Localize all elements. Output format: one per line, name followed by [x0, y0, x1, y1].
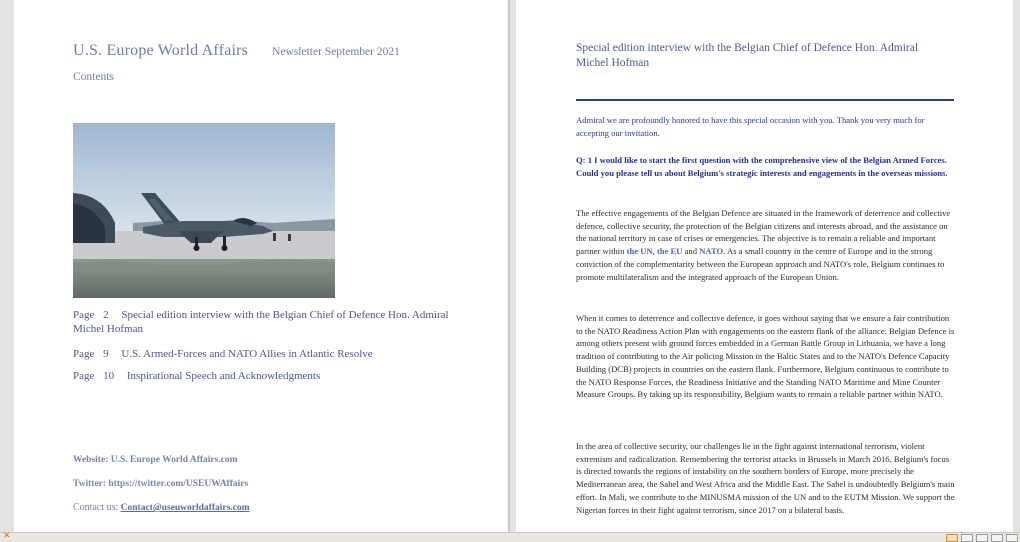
toc-entry-3[interactable]	[73, 369, 463, 383]
toc-page-word: Page	[73, 370, 95, 382]
question-1: Q: 1 I would like to start the first question with the comprehensive view of the Belgian Armed Forces. Could you please tell us about Belgium's strategic interests and engagements in the overseas missions.	[576, 155, 948, 178]
answer-paragraph-3: In the area of collective security, our challenges lie in the fight against international terrorism, violent extremism and radicalization. Remembering the terrorist attacks in Brussels in March 2016, Belgium's focus is directed towards the regions of instability on the southern borders of Europe, more precisely the Mediterranean area, the Sahel and West Africa and the Middle East. The Sahel is undoubtedly Belgium's main effort. In Mali, we contribute to the MINUSMA mission of the UN and to the EUTM Mission. We support the Nigerian forces in their fight against terrorism, since 2017 on a bilateral basis.	[576, 441, 955, 515]
masthead	[73, 42, 400, 60]
close-icon[interactable]: ✕	[3, 531, 11, 541]
toc-page-number: 2	[103, 309, 109, 321]
contact-line	[73, 502, 250, 513]
page-gutter	[508, 0, 510, 532]
toc-page-number: 10	[103, 370, 115, 382]
highlight-eu: the EU	[656, 246, 683, 257]
toc-title: Inspirational Speech and Acknowledgments	[126, 370, 321, 382]
answer-paragraph-1	[576, 207, 956, 283]
contact-label: Contact us:	[73, 502, 119, 513]
highlight-nato: NATO	[699, 246, 724, 257]
answer-text: The effective engagements of the Belgian Defence are situated in the framework of deterrence and collective defence, collective security, the protection of the Belgian citizens and interests abroad, and the assistance on the national territory in case of crises or emergencies. The objective is to remain a reliable and important partner within	[576, 208, 951, 257]
toc-title: Special edition interview with the Belgian Chief of Defence Hon. Admiral Michel Hofman	[73, 309, 449, 335]
title-rule	[576, 99, 954, 101]
toc-entry-2[interactable]	[73, 347, 463, 361]
toc-page-word: Page	[73, 309, 95, 321]
toc-title: U.S. Armed-Forces and NATO Allies in Atlantic Resolve	[121, 348, 373, 360]
highlight-un: the UN	[626, 246, 653, 257]
masthead-subtitle: Newsletter September 2021	[272, 46, 400, 58]
answer-text: . As a small country in the centre of Europe and in the strong conviction of the complementarity between the European approach and NATO's role, Belgium continues to promote multilateralism and the integrated approach of the European Union.	[576, 246, 945, 282]
contact-email-link[interactable]: Contact@useuworldaffairs.com	[120, 503, 250, 513]
right-page	[516, 0, 1013, 532]
contents-heading: Contents	[73, 71, 114, 83]
answer-paragraph-2: When it comes to deterrence and collective defence, it goes without saying that we ensure a fair contribution to the NATO Readiness Action Plan with engagements on the eastern flank of the alliance. Belgian Defence is among others present with ground forces embedded in a German Battle Group in Lithuania, we have a long tradition of contributing to the Air policing Mission in the Baltic States and to the NATO's Defence Capacity Building (DCB) projects in countries on the eastern flank. Furthermore, Belgium continuous to contribute to the NATO Response Forces, the Readiness Initiative and the Standing NATO Maritime and Mine Counter Measure Groups. By taking up its responsibility, Belgium wants to remain a reliable partner within NATO.	[576, 313, 955, 400]
fighter-jet-photo	[73, 123, 335, 298]
website-line: Website: U.S. Europe World Affairs.com	[73, 455, 238, 465]
article-title: Special edition interview with the Belgian Chief of Defence Hon. Admiral Michel Hofman	[576, 42, 919, 69]
left-page	[14, 0, 508, 532]
masthead-title: U.S. Europe World Affairs	[73, 42, 249, 59]
toc-page-number: 9	[103, 348, 109, 360]
twitter-line: Twitter: https://twitter.com/USEUWAffairs	[73, 479, 249, 489]
toc-entry-1[interactable]	[73, 308, 463, 336]
intro-paragraph: Admiral we are profoundly honored to have this special occasion with you. Thank you very much for accepting our invitation.	[576, 115, 925, 138]
separator: and	[682, 246, 700, 257]
toc-page-word: Page	[73, 348, 95, 360]
separator: ,	[652, 246, 657, 257]
